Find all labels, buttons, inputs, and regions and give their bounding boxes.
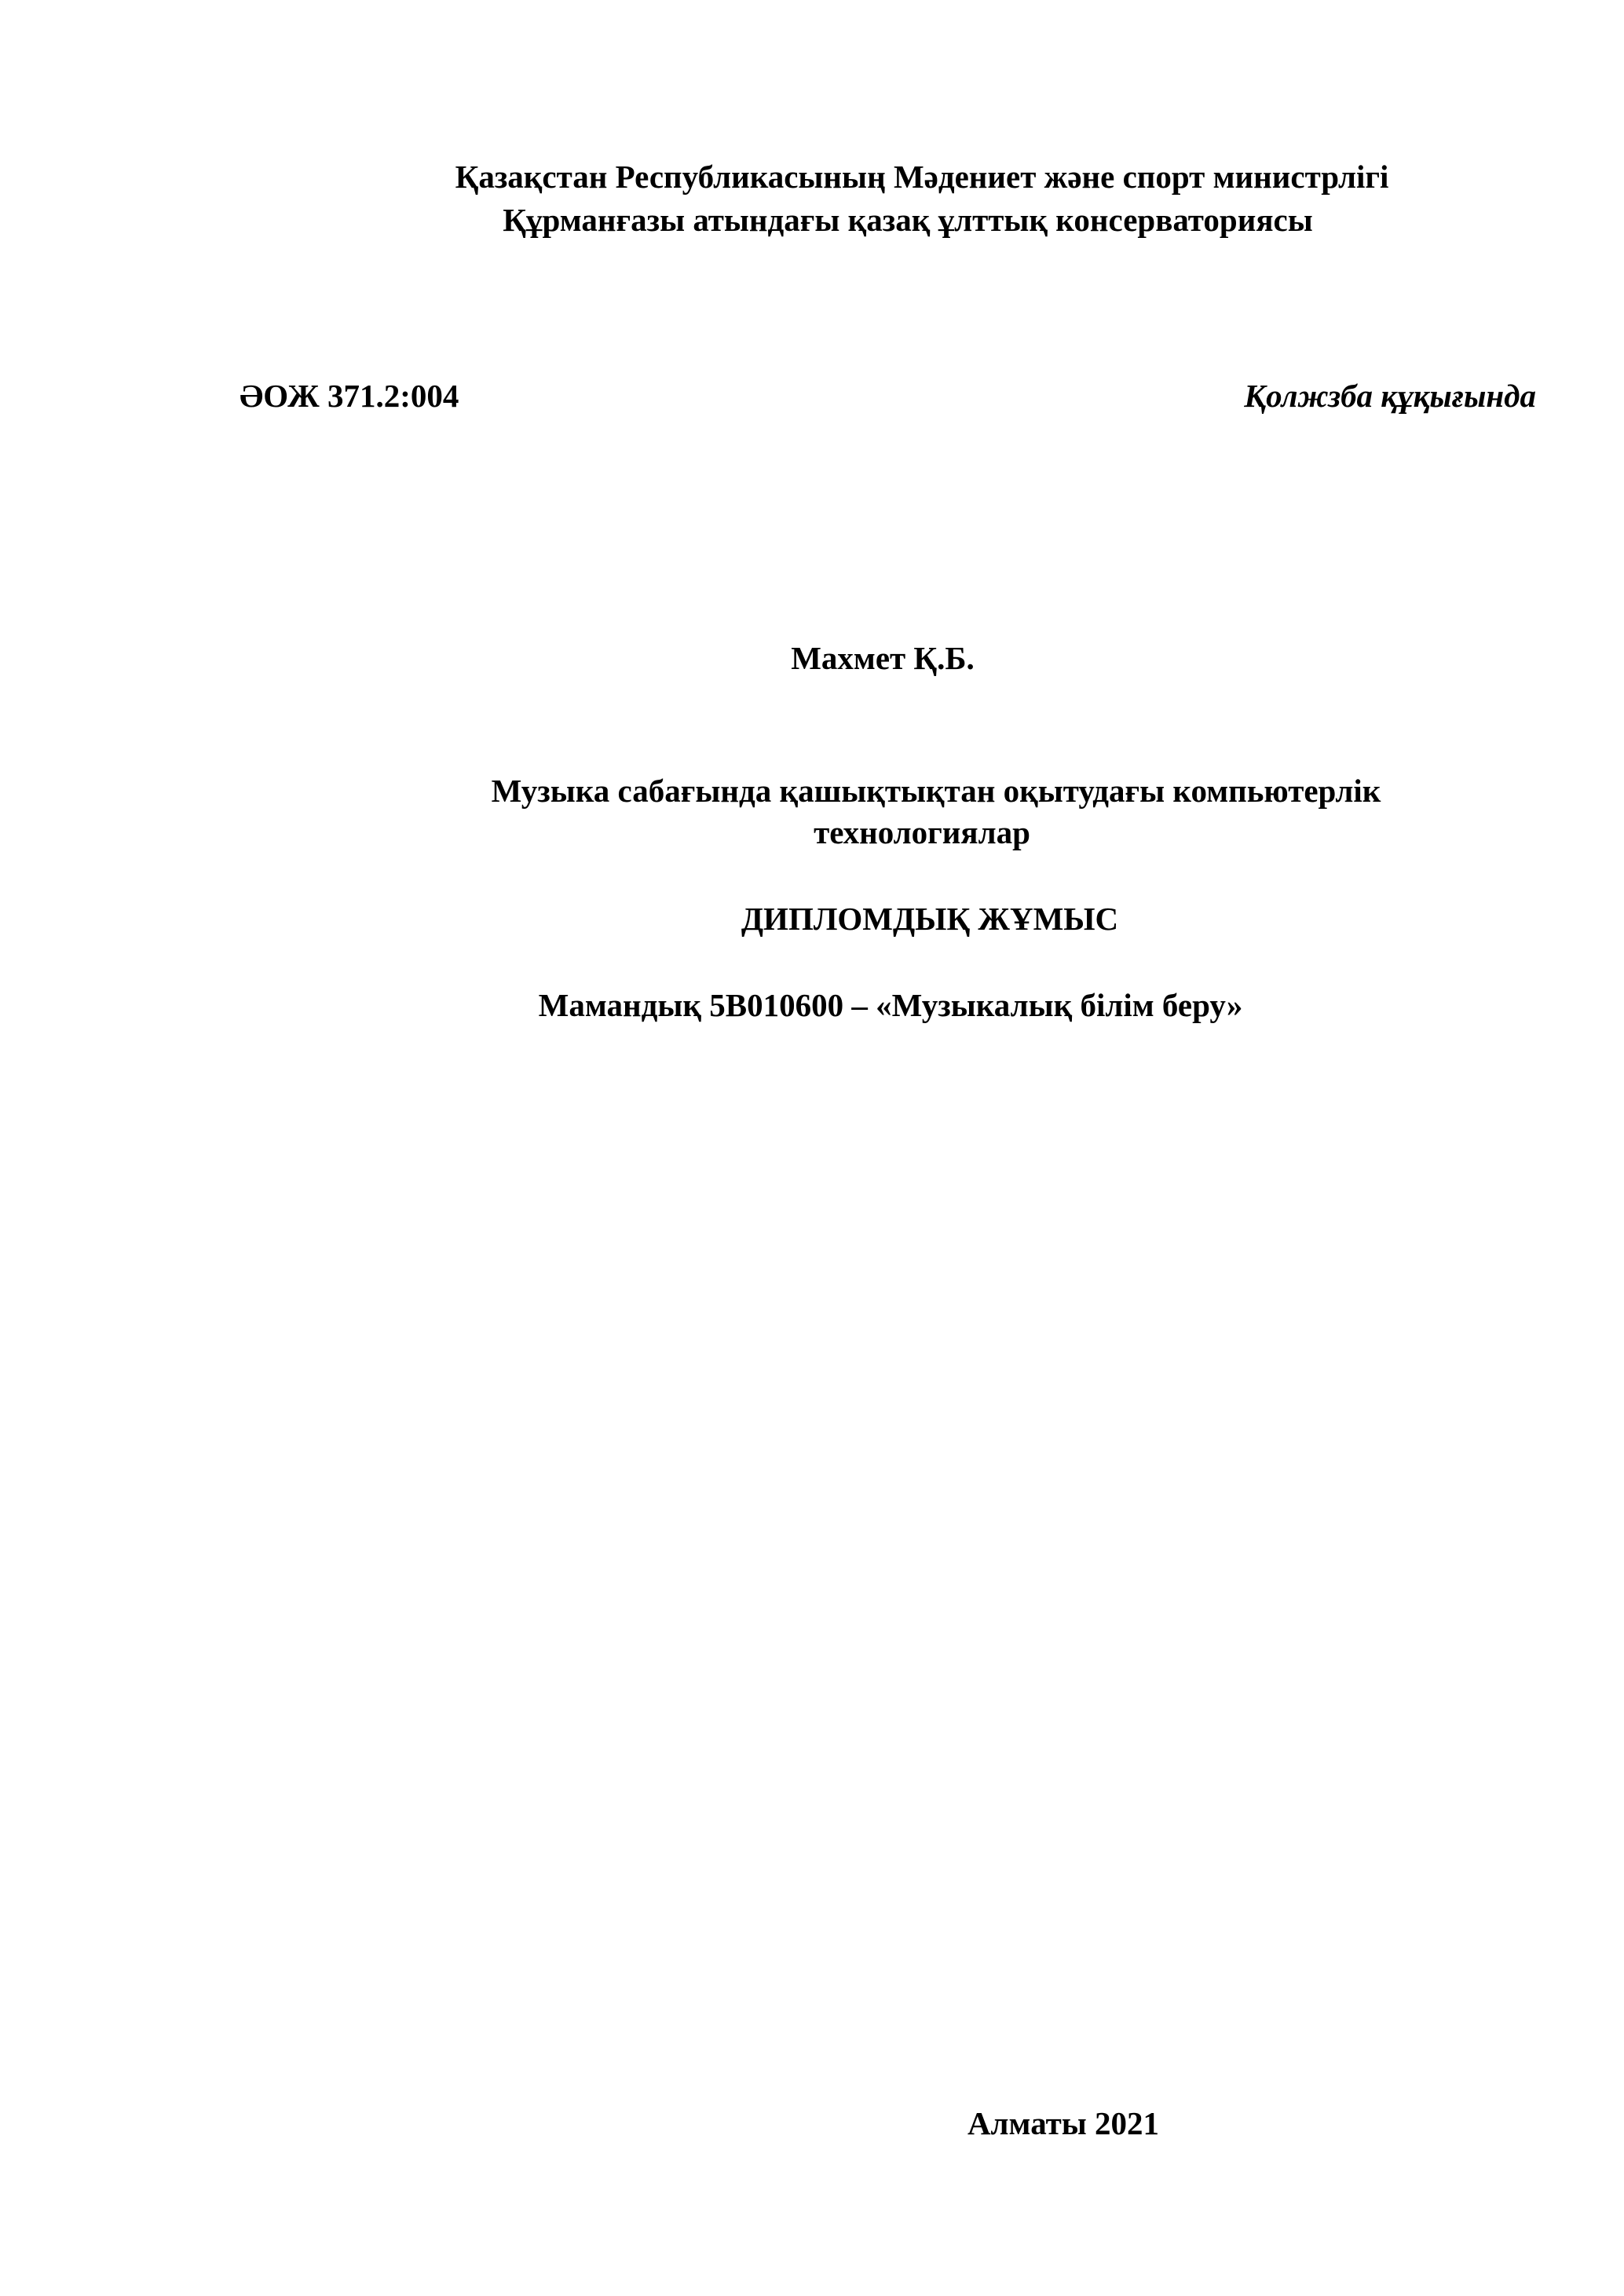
- ministry-header: Қазақстан Республикасының Мәдениет және спорт министрлігі: [455, 159, 1389, 195]
- thesis-title-line-1: Музыка сабағында қашықтықтан оқытудағы компьютерлік: [491, 773, 1381, 809]
- city-year: Алматы 2021: [967, 2105, 1160, 2141]
- specialty-line: Мамандық 5В010600 – «Музыкалық білім беру»: [538, 987, 1243, 1023]
- manuscript-rights-label: Қолжзба құқығында: [1244, 378, 1536, 414]
- udc-code: ӘОЖ 371.2:004: [240, 378, 459, 414]
- thesis-title-line-2: технологиялар: [814, 814, 1030, 850]
- work-type-heading: ДИПЛОМДЫҚ ЖҰМЫС: [741, 901, 1119, 937]
- conservatory-header: Құрманғазы атындағы қазақ ұлттық консерваториясы: [503, 202, 1313, 238]
- author-name: Махмет Қ.Б.: [791, 640, 975, 676]
